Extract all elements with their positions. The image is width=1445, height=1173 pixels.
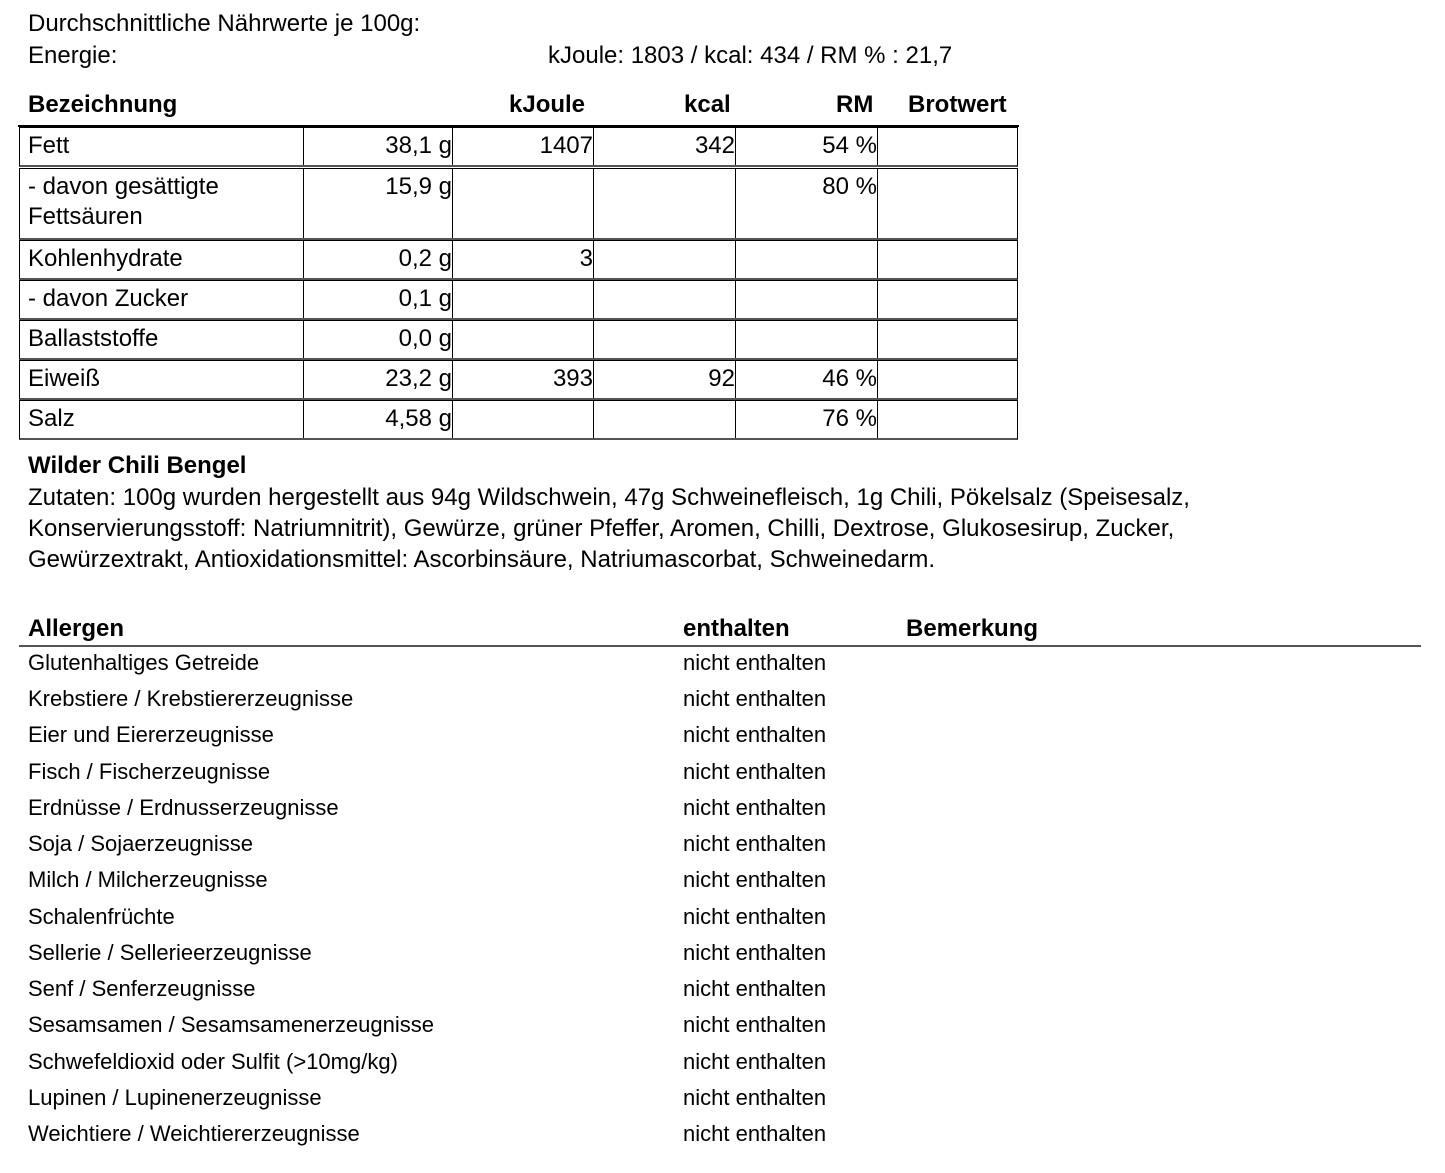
allergen-row bbox=[0, 974, 1445, 1010]
allergen-row bbox=[0, 648, 1445, 684]
product-name: Wilder Chili Bengel bbox=[28, 452, 247, 479]
nutrition-row-salz bbox=[19, 400, 1018, 440]
energy-values: kJoule: 1803 / kcal: 434 / RM % : 21,7 bbox=[548, 42, 953, 69]
nutrient-kjoule: 393 bbox=[453, 361, 594, 398]
nutrition-intro-title: Durchschnittliche Nährwerte je 100g: bbox=[28, 10, 421, 37]
nutrient-amount: 4,58 g bbox=[304, 401, 453, 438]
nutrition-header-bezeichnung: Bezeichnung bbox=[28, 91, 178, 118]
nutrition-header-kcal: kcal bbox=[684, 91, 731, 118]
nutrient-brotwert bbox=[878, 128, 1019, 165]
allergen-name: Milch / Milcherzeugnisse bbox=[28, 867, 268, 892]
allergen-name: Krebstiere / Krebstiererzeugnisse bbox=[28, 686, 354, 711]
allergen-status: nicht enthalten bbox=[683, 831, 827, 856]
nutrient-rm bbox=[736, 241, 878, 278]
allergen-row bbox=[0, 1010, 1445, 1046]
allergen-name: Soja / Sojaerzeugnisse bbox=[28, 831, 254, 856]
allergen-status: nicht enthalten bbox=[683, 1121, 827, 1146]
nutrient-kjoule bbox=[453, 281, 594, 318]
nutrient-kjoule bbox=[453, 401, 594, 438]
nutrient-name: - davon gesättigte Fettsäuren bbox=[20, 169, 304, 238]
nutrient-amount: 38,1 g bbox=[304, 128, 453, 165]
nutrient-name: Salz bbox=[20, 401, 304, 438]
allergen-name: Erdnüsse / Erdnusserzeugnisse bbox=[28, 795, 339, 820]
nutrition-row-ballaststoffe bbox=[19, 320, 1018, 360]
allergen-status: nicht enthalten bbox=[683, 759, 827, 784]
allergen-name: Schwefeldioxid oder Sulfit (>10mg/kg) bbox=[28, 1049, 398, 1074]
allergen-header-bemerkung: Bemerkung bbox=[906, 615, 1039, 642]
energy-label: Energie: bbox=[28, 42, 118, 69]
allergen-name: Eier und Eiererzeugnisse bbox=[28, 722, 274, 747]
nutrient-kcal bbox=[594, 169, 736, 238]
allergen-row bbox=[0, 793, 1445, 829]
ingredients-text bbox=[28, 482, 1428, 575]
nutrient-name: Eiweiß bbox=[20, 361, 304, 398]
nutrition-header-kjoule: kJoule bbox=[509, 91, 586, 118]
allergen-header-divider bbox=[19, 645, 1421, 647]
nutrient-kcal bbox=[594, 241, 736, 278]
allergen-row bbox=[0, 1047, 1445, 1083]
nutrition-header-brotwert: Brotwert bbox=[908, 91, 1007, 118]
nutrient-amount: 0,1 g bbox=[304, 281, 453, 318]
allergen-name: Sellerie / Sellerieerzeugnisse bbox=[28, 940, 312, 965]
allergen-status: nicht enthalten bbox=[683, 650, 827, 675]
allergen-name: Sesamsamen / Sesamsamenerzeugnisse bbox=[28, 1012, 434, 1037]
allergen-row bbox=[0, 829, 1445, 865]
nutrient-name: Fett bbox=[20, 128, 304, 165]
allergen-status: nicht enthalten bbox=[683, 940, 827, 965]
ingredients-line: Gewürzextrakt, Antioxidationsmittel: Ascorbinsäure, Natriumascorbat, Schweinedarm. bbox=[28, 546, 936, 573]
nutrient-amount: 0,0 g bbox=[304, 321, 453, 358]
nutrition-row-fett bbox=[19, 127, 1018, 167]
nutrient-brotwert bbox=[878, 401, 1019, 438]
nutrient-kjoule bbox=[453, 321, 594, 358]
nutrient-kjoule bbox=[453, 169, 594, 238]
nutrition-row-zucker bbox=[19, 280, 1018, 320]
nutrient-rm: 54 % bbox=[736, 128, 878, 165]
allergen-row bbox=[0, 902, 1445, 938]
allergen-name: Weichtiere / Weichtiererzeugnisse bbox=[28, 1121, 360, 1146]
allergen-row bbox=[0, 720, 1445, 756]
allergen-header-enthalten: enthalten bbox=[683, 615, 790, 642]
nutrient-kcal bbox=[594, 401, 736, 438]
allergen-row bbox=[0, 757, 1445, 793]
nutrient-kcal bbox=[594, 321, 736, 358]
ingredients-line: Zutaten: 100g wurden hergestellt aus 94g Wildschwein, 47g Schweinefleisch, 1g Chili, Pökelsalz (Speisesalz, bbox=[28, 484, 1190, 511]
nutrient-brotwert bbox=[878, 361, 1019, 398]
allergen-status: nicht enthalten bbox=[683, 795, 827, 820]
nutrition-row-gesaettigte-fettsaeuren bbox=[19, 168, 1018, 240]
allergen-name: Fisch / Fischerzeugnisse bbox=[28, 759, 271, 784]
nutrient-amount: 0,2 g bbox=[304, 241, 453, 278]
nutrient-name: Ballaststoffe bbox=[20, 321, 304, 358]
allergen-header-allergen: Allergen bbox=[28, 615, 125, 642]
allergen-status: nicht enthalten bbox=[683, 1085, 827, 1110]
nutrient-brotwert bbox=[878, 169, 1019, 238]
allergen-status: nicht enthalten bbox=[683, 686, 827, 711]
nutrient-rm bbox=[736, 281, 878, 318]
nutrient-brotwert bbox=[878, 241, 1019, 278]
allergen-row bbox=[0, 865, 1445, 901]
nutrient-kcal: 92 bbox=[594, 361, 736, 398]
nutrient-kjoule: 1407 bbox=[453, 128, 594, 165]
nutrient-rm: 46 % bbox=[736, 361, 878, 398]
allergen-name: Glutenhaltiges Getreide bbox=[28, 650, 260, 675]
allergen-status: nicht enthalten bbox=[683, 976, 827, 1001]
nutrient-amount: 15,9 g bbox=[304, 169, 453, 238]
allergen-name: Lupinen / Lupinenerzeugnisse bbox=[28, 1085, 322, 1110]
nutrition-header-rm: RM bbox=[836, 91, 874, 118]
allergen-status: nicht enthalten bbox=[683, 1012, 827, 1037]
nutrient-kcal bbox=[594, 281, 736, 318]
allergen-row bbox=[0, 684, 1445, 720]
nutrient-rm bbox=[736, 321, 878, 358]
nutrient-name: - davon Zucker bbox=[20, 281, 304, 318]
allergen-name: Schalenfrüchte bbox=[28, 904, 175, 929]
nutrient-rm: 76 % bbox=[736, 401, 878, 438]
nutrient-brotwert bbox=[878, 321, 1019, 358]
nutrient-amount: 23,2 g bbox=[304, 361, 453, 398]
nutrient-kjoule: 3 bbox=[453, 241, 594, 278]
allergen-name: Senf / Senferzeugnisse bbox=[28, 976, 256, 1001]
ingredients-line: Konservierungsstoff: Natriumnitrit), Gewürze, grüner Pfeffer, Aromen, Chilli, Dextrose, Glukosesirup, Zucker, bbox=[28, 515, 1175, 542]
nutrition-row-eiweiss bbox=[19, 360, 1018, 400]
allergen-status: nicht enthalten bbox=[683, 1049, 827, 1074]
allergen-row bbox=[0, 1083, 1445, 1119]
allergen-row bbox=[0, 1119, 1445, 1155]
allergen-status: nicht enthalten bbox=[683, 722, 827, 747]
nutrient-name: Kohlenhydrate bbox=[20, 241, 304, 278]
nutrient-rm: 80 % bbox=[736, 169, 878, 238]
nutrition-row-kohlenhydrate bbox=[19, 240, 1018, 280]
nutrient-kcal: 342 bbox=[594, 128, 736, 165]
nutrient-brotwert bbox=[878, 281, 1019, 318]
allergen-row bbox=[0, 938, 1445, 974]
allergen-status: nicht enthalten bbox=[683, 904, 827, 929]
allergen-status: nicht enthalten bbox=[683, 867, 827, 892]
